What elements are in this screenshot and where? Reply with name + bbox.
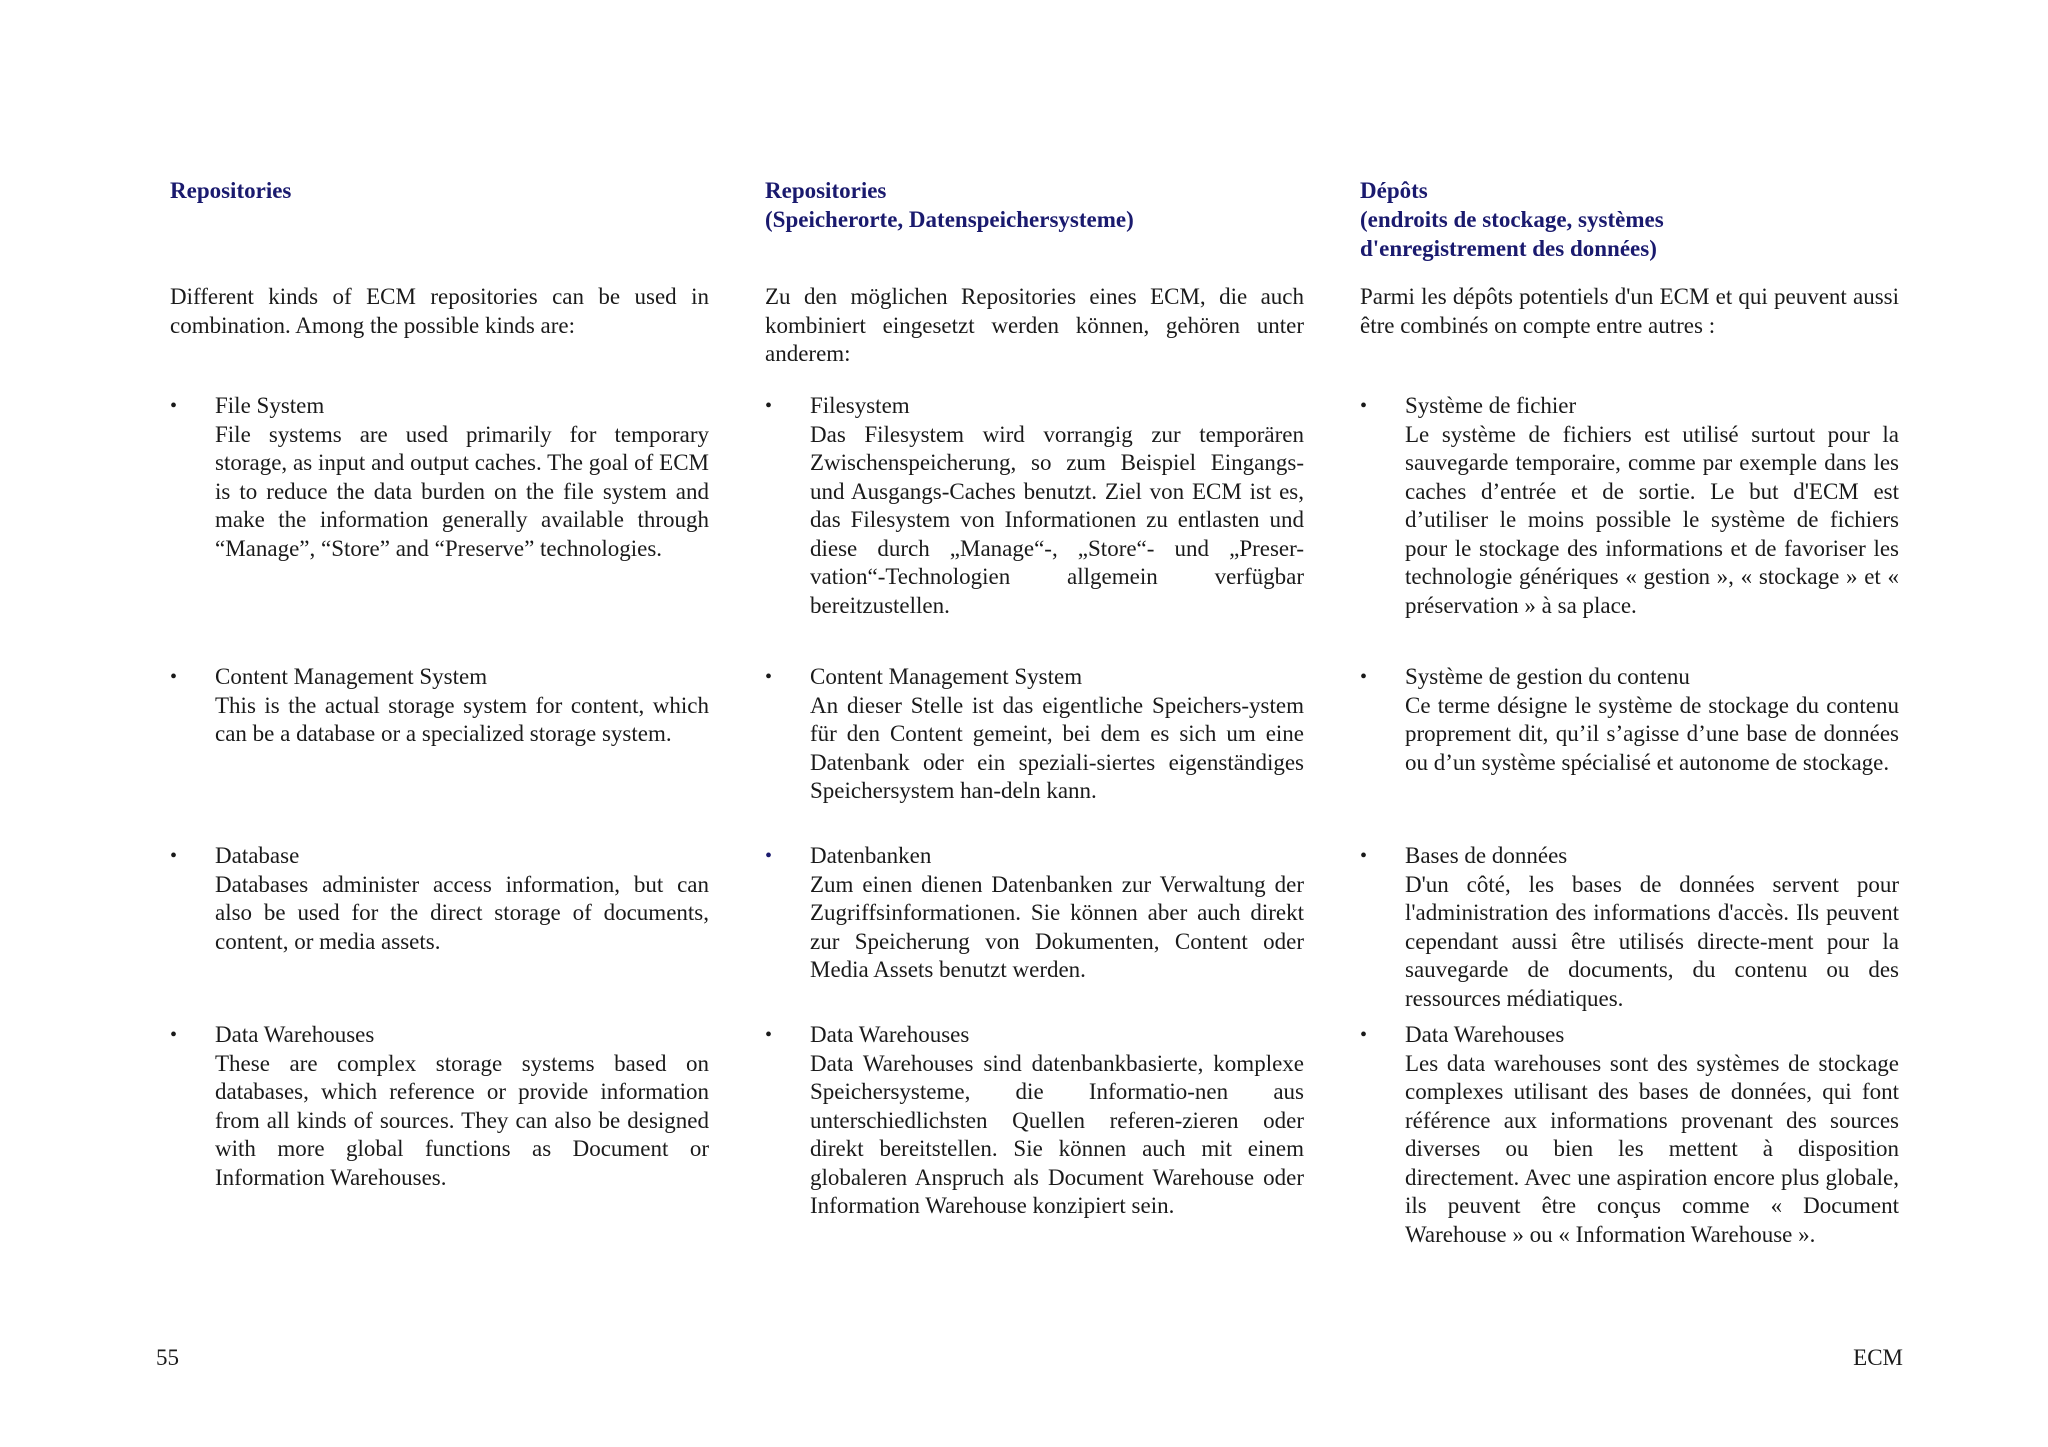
column-heading [1360,176,1899,280]
item-text: An dieser Stelle ist das eigentliche Speichers-ystem für den Content gemeint, bei dem es sich um eine Datenbank oder ein speziali-siertes eigenständiges Speichersystem han-deln kann. [810,692,1304,803]
heading-line: Repositories [765,178,887,203]
bullet-icon: • [170,666,178,688]
bullet-icon: • [1360,1024,1368,1046]
item-title: Database [215,843,300,868]
list-item [170,842,709,956]
list-item [170,663,709,749]
list-item [1360,842,1899,1013]
bullet-icon: • [1360,395,1368,417]
item-title: Bases de données [1405,843,1568,868]
item-text: Les data warehouses sont des systèmes de stockage complexes utilisant des bases de données, qui font référence aux informations provenant des sources diverses ou bien les mettent à disposition directement. Avec une aspiration encore plus globale, ils peuvent être conçus comme « Document Warehouse » ou « Information Warehouse ». [1405,1050,1899,1247]
heading-line: Repositories [170,178,292,203]
heading-line: Dépôts [1360,178,1428,203]
item-text: File systems are used primarily for temporary storage, as input and output caches. The goal of ECM is to reduce the data burden on the file system and make the information generally available through “Manage”, “Store” and “Preserve” technologies. [215,421,709,561]
bullet-icon: • [765,845,773,867]
column-french [1360,176,1899,1247]
section-label: ECM [1853,1345,1903,1370]
item-text: Ce terme désigne le système de stockage du contenu proprement dit, qu’il s’agisse d’une base de données ou d’un système spécialisé et autonome de stockage. [1405,692,1899,775]
column-english [170,176,709,1190]
intro-paragraph: Parmi les dépôts potentiels d'un ECM et qui peuvent aussi être combinés on compte entre autres : [1360,284,1899,338]
item-title: Datenbanken [810,843,932,868]
heading-line: d'enregistrement des données) [1360,236,1657,261]
heading-line: (Speicherorte, Datenspeichersysteme) [765,207,1134,232]
list-item [170,392,709,563]
list-item [765,1021,1304,1221]
item-text: This is the actual storage system for content, which can be a database or a specialized storage system. [215,692,709,746]
bullet-icon: • [170,845,178,867]
item-title: Système de gestion du contenu [1405,664,1690,689]
bullet-icon: • [765,1024,773,1046]
intro-paragraph: Zu den möglichen Repositories eines ECM, die auch kombiniert eingesetzt werden können, gehören unter anderem: [765,284,1304,366]
column-heading [170,176,709,280]
item-title: File System [215,393,325,418]
item-text: Das Filesystem wird vorrangig zur temporären Zwischenspeicherung, so zum Beispiel Eingangs- und Ausgangs-Caches benutzt. Ziel von ECM ist es, das Filesystem von Informationen zu entlasten und diese durch „Manage“-, „Store“- und „Preser-vation“-Technologien allgemein verfügbar bereitzustellen. [810,421,1304,618]
item-title: Système de fichier [1405,393,1577,418]
bullet-icon: • [170,395,178,417]
item-title: Data Warehouses [215,1022,375,1047]
item-text: D'un côté, les bases de données servent pour l'administration des informations d'accès. Ils peuvent cependant aussi être utilisés directe-ment pour la sauvegarde de documents, du contenu ou des ressources médiatiques. [1405,871,1899,1011]
item-text: Databases administer access information, but can also be used for the direct storage of documents, content, or media assets. [215,871,709,954]
bullet-icon: • [1360,845,1368,867]
list-item [765,842,1304,985]
item-title: Data Warehouses [1405,1022,1565,1047]
item-title: Data Warehouses [810,1022,970,1047]
list-item [765,663,1304,806]
item-title: Content Management System [215,664,488,689]
heading-line: (endroits de stockage, systèmes [1360,207,1664,232]
bullet-icon: • [1360,666,1368,688]
bullet-icon: • [765,395,773,417]
intro-paragraph: Different kinds of ECM repositories can be used in combination. Among the possible kinds are: [170,284,709,338]
list-item [765,392,1304,620]
list-item [170,1021,709,1192]
column-german [765,176,1304,1218]
list-item [1360,392,1899,620]
item-text: Data Warehouses sind datenbankbasierte, komplexe Speichersysteme, die Informatio-nen aus unterschiedlichsten Quellen referen-zieren oder direkt bereitstellen. Sie können auch mit einem globaleren Anspruch als Document Warehouse oder Information Warehouse konzipiert sein. [810,1050,1304,1218]
bullet-icon: • [170,1024,178,1046]
list-item [1360,1021,1899,1249]
item-title: Filesystem [810,393,910,418]
item-title: Content Management System [810,664,1083,689]
bullet-icon: • [765,666,773,688]
item-text: These are complex storage systems based on databases, which reference or provide information from all kinds of sources. They can also be designed with more global functions as Document or Information Warehouses. [215,1050,709,1190]
column-heading [765,176,1304,280]
item-text: Zum einen dienen Datenbanken zur Verwaltung der Zugriffsinformationen. Sie können aber auch direkt zur Speicherung von Dokumenten, Content oder Media Assets benutzt werden. [810,871,1304,982]
page-number: 55 [156,1345,179,1370]
list-item [1360,663,1899,777]
item-text: Le système de fichiers est utilisé surtout pour la sauvegarde temporaire, comme par exemple dans les caches d’entrée et de sortie. Le but d'ECM est d’utiliser le moins possible le système de fichiers pour le stockage des informations et de favoriser les technologie génériques « gestion », « stockage » et « préservation » à sa place. [1405,421,1899,618]
